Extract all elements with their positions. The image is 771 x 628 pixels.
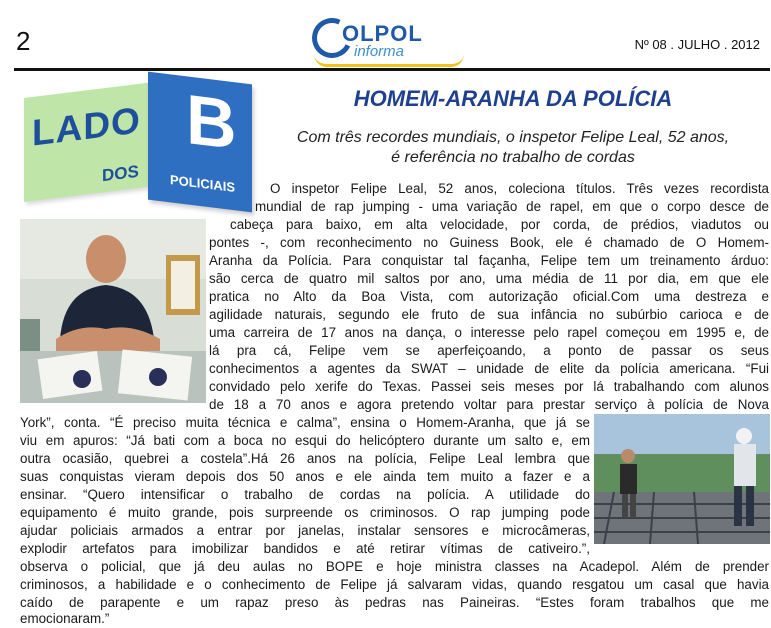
masthead-title: OLPOL	[342, 21, 423, 46]
subhead-line-1: Com três recordes mundiais, o inspetor Felipe Leal, 52 anos,	[296, 129, 730, 146]
body-line: uma carreira de 17 anos na dança, o interesse pelo rapel começou em 1995 e, de	[209, 325, 769, 340]
body-line: explodir artefatos para imobilizar bandidos e até retirar vítimas de cativeiro.”,	[20, 541, 590, 556]
masthead-subtitle: informa	[354, 43, 405, 60]
body-line: equipamento é muito grande, pois surpreende os criminosos. O rap jumping pode	[20, 505, 590, 520]
body-line: pontes -, com reconhecimento no Guiness Book, ele é chamado de O Homem-	[209, 235, 769, 250]
masthead-swoosh	[314, 54, 464, 67]
body-line: cabeça para baixo, em alta velocidade, por corda, de prédios, viadutos ou	[230, 217, 769, 232]
body-line-last: emocionaram.”	[20, 611, 110, 626]
masthead-logo	[312, 18, 468, 68]
section-logo-letter-b: B	[186, 79, 237, 165]
section-logo-lado-b	[18, 76, 258, 210]
body-line: criminosos, a habilidade e o conhecimento de Felipe já salvaram vidas, quando resgatou um casal que havia	[20, 577, 769, 592]
issue-info: Nº 08 . JULHO . 2012	[634, 37, 760, 52]
inspector-photo	[20, 219, 206, 403]
body-line: suas conquistas vieram depois dos 50 anos e ele ainda tem muito a fazer e a	[20, 469, 590, 484]
body-line: lá pra cá, Felipe vem se aperfeiçoando, a ponto de passar os seus	[209, 343, 769, 358]
body-line: caído de parapente e um rapaz preso às pedras nas Paineiras. “Estes foram trabalhos que me	[20, 595, 769, 610]
header-divider	[14, 68, 770, 71]
body-line: são cerca de quatro mil saltos por ano, uma média de 11 por dia, em que ele	[209, 271, 769, 286]
body-line: conhecimentos a agentes da SWAT – unidade de elite da polícia americana. “Fui	[209, 361, 769, 376]
body-line: Aranha da Polícia. Para conquistar tal façanha, Felipe tem um treinamento árduo:	[209, 253, 769, 268]
article-headline: HOMEM-ARANHA DA POLÍCIA	[353, 86, 673, 111]
section-logo-word-lado: LADO	[32, 99, 141, 154]
section-logo-word-policiais: POLICIAIS	[170, 172, 236, 195]
body-line: mundial de rap jumping - uma variação de rapel, em que o corpo desce de	[255, 199, 769, 214]
body-line: viu em apuros: “Já bati com a boca no esqui do helicóptero durante um salto e, em	[20, 433, 590, 448]
body-line: York”, conta. “É preciso muita técnica e calma”, ensina o Homem-Aranha, que já se	[20, 415, 590, 430]
body-line: ensinar. “Quero intensificar o trabalho de cordas na polícia. A utilidade do	[20, 487, 590, 502]
inspector-photo-graphic	[20, 219, 206, 403]
body-line: observa o policial, que já deu aulas no BOPE e hoje ministra classes na Acadepol. Além de prender	[20, 559, 769, 574]
body-line: ajudar policiais armados a entrar por janelas, instalar sensores e microcâmeras,	[20, 523, 590, 538]
page-number: 2	[16, 26, 31, 56]
body-line: de 18 a 70 anos e agora pretendo voltar para prestar serviço à polícia de Nova	[209, 397, 769, 412]
body-line: O inspetor Felipe Leal, 52 anos, coleciona títulos. Três vezes recordista	[270, 181, 769, 196]
body-line: outra ocasião, quebrei a costela”.Há 26 anos na polícia, Felipe Leal lembra que	[20, 451, 590, 466]
body-line: convidado pelo xerife do Texas. Passei seis meses por lá trabalhando com alunos	[209, 379, 769, 394]
body-line: agilidade naturais, segundo ele fruto de sua infância no subúrbio carioca e de	[209, 307, 769, 322]
rappel-training-graphic	[594, 414, 770, 544]
rappel-training-photo	[594, 414, 770, 544]
subhead-line-2: é referência no trabalho de cordas	[391, 149, 635, 166]
article-subhead	[258, 128, 768, 168]
body-line: pratica no Alto da Boa Vista, com autorização oficial.Com uma destreza e	[209, 289, 769, 304]
section-logo-word-dos: DOS	[102, 161, 139, 186]
